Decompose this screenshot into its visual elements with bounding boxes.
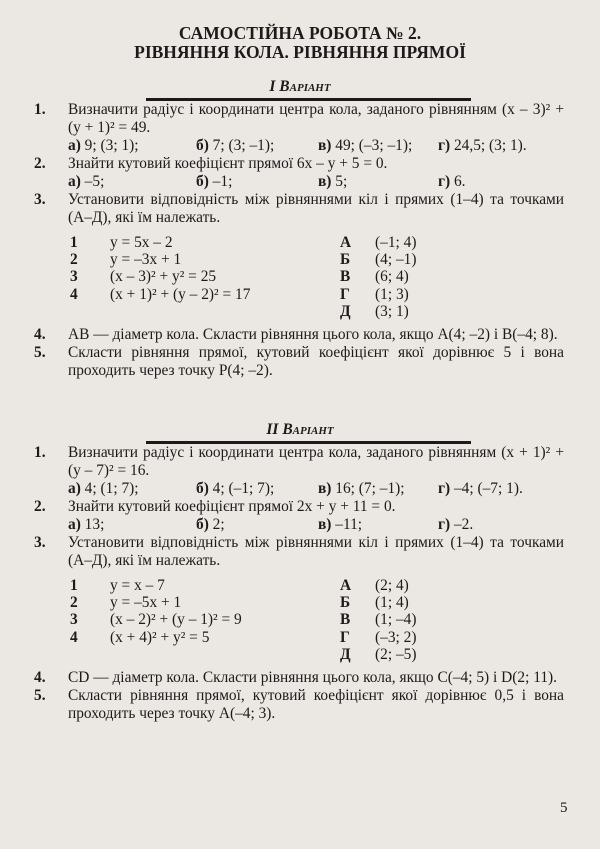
equation-row	[68, 303, 340, 320]
option-value: 13;	[80, 516, 105, 533]
option-label: г)	[438, 173, 451, 190]
equation-row	[68, 268, 340, 285]
point-row	[340, 594, 416, 611]
variant-heading: II Варіант	[266, 421, 334, 438]
matching-table	[68, 234, 564, 320]
question-number: 1.	[34, 444, 46, 461]
question-text: Скласти рівняння прямої, кутовий коефіцієнт якої дорівнює 5 і вона проходить через точку P(4; –2).	[68, 344, 564, 380]
option-value: –2.	[450, 516, 474, 533]
option-label: г)	[438, 516, 451, 533]
answer-option	[318, 173, 438, 191]
option-label: в)	[318, 137, 332, 154]
answer-option	[196, 516, 318, 534]
answer-options	[68, 480, 564, 498]
point-letter: Б	[340, 251, 351, 269]
equation-number: 2	[70, 251, 78, 269]
question-text: Знайти кутовий коефіцієнт прямої 2x + y + 11 = 0.	[68, 498, 396, 515]
answer-option	[68, 173, 196, 191]
title-line-2: РІВНЯННЯ КОЛА. РІВНЯННЯ ПРЯМОЇ	[134, 42, 466, 62]
variant-heading: I Варіант	[269, 78, 331, 95]
option-label: в)	[318, 173, 332, 190]
point-coords: (1; –4)	[375, 611, 417, 629]
answer-options	[68, 516, 564, 534]
point-coords: (4; –1)	[375, 251, 417, 269]
points-column	[340, 577, 416, 663]
point-row	[340, 629, 416, 646]
question-text: Установити відповідність між рівняннями кіл і прямих (1–4) та точками (А–Д), які їм належать.	[68, 534, 564, 569]
answer-options	[68, 173, 564, 191]
question	[0, 191, 600, 320]
option-label: а)	[68, 516, 81, 533]
point-row	[340, 251, 416, 268]
equation-row	[68, 251, 340, 268]
option-value: 24,5; (3; 1).	[450, 137, 527, 154]
answer-option	[318, 137, 438, 155]
question-number: 1.	[34, 101, 46, 118]
option-value: 2;	[208, 516, 225, 533]
question	[0, 344, 600, 380]
option-label: б)	[196, 173, 209, 190]
option-label: г)	[438, 137, 451, 154]
variant-2	[0, 421, 600, 723]
point-row	[340, 611, 416, 628]
option-value: 7; (3; –1);	[208, 137, 275, 154]
question	[0, 101, 600, 155]
question-number: 5.	[34, 344, 46, 362]
point-coords: (–1; 4)	[375, 234, 417, 251]
point-coords: (1; 3)	[375, 285, 409, 303]
option-value: 5;	[331, 173, 348, 190]
option-value: 4; (–1; 7);	[208, 480, 275, 497]
equation-number: 2	[70, 594, 78, 612]
option-value: 9; (3; 1);	[80, 137, 139, 154]
equations-column	[68, 577, 340, 663]
question-number: 5.	[34, 687, 46, 705]
answer-option	[318, 480, 438, 498]
option-label: в)	[318, 480, 332, 497]
option-label: а)	[68, 480, 81, 497]
point-row	[340, 303, 416, 320]
question-text: Визначити радіус і координати центра кола, заданого рівнянням (x – 3)² + (y + 1)² = 49.	[68, 101, 564, 136]
option-value: 6.	[450, 173, 466, 190]
answer-option	[68, 137, 196, 155]
equation-row	[68, 646, 340, 663]
equation: (x + 4)² + y² = 5	[110, 628, 210, 646]
question	[0, 669, 600, 687]
option-value: –11;	[331, 516, 363, 533]
question-number: 3.	[34, 534, 46, 551]
point-letter: Б	[340, 594, 351, 612]
answer-option	[438, 137, 527, 155]
point-coords: (2; 4)	[375, 577, 409, 594]
option-label: а)	[68, 173, 81, 190]
title-line-1: САМОСТІЙНА РОБОТА № 2.	[178, 23, 422, 43]
answer-option	[438, 173, 466, 191]
option-label: б)	[196, 137, 209, 154]
equation: y = x – 7	[110, 577, 165, 594]
equation-number: 3	[70, 611, 78, 629]
equation-row	[68, 611, 340, 628]
option-value: 16; (7; –1);	[331, 480, 405, 497]
point-letter: Д	[340, 302, 351, 320]
point-letter: Г	[340, 628, 350, 646]
question	[0, 326, 600, 344]
option-value: –1;	[208, 173, 233, 190]
question	[0, 687, 600, 723]
equation-row	[68, 234, 340, 251]
question-text: CD — діаметр кола. Скласти рівняння цього кола, якщо C(–4; 5) і D(2; 11).	[68, 669, 557, 687]
point-letter: А	[340, 234, 352, 251]
point-letter: Д	[340, 645, 351, 663]
point-coords: (–3; 2)	[375, 628, 417, 646]
option-label: б)	[196, 480, 209, 497]
equation: (x + 1)² + (y – 2)² = 17	[110, 285, 251, 303]
equation-row	[68, 594, 340, 611]
point-row	[340, 268, 416, 285]
equation-number: 4	[70, 628, 78, 646]
question-text: AB — діаметр кола. Скласти рівняння цього кола, якщо A(4; –2) і B(–4; 8).	[68, 326, 558, 344]
option-value: 49; (–3; –1);	[331, 137, 413, 154]
point-row	[340, 234, 416, 251]
answer-option	[196, 173, 318, 191]
option-label: а)	[68, 137, 81, 154]
point-coords: (3; 1)	[375, 302, 409, 320]
equation-number: 3	[70, 268, 78, 286]
point-coords: (6; 4)	[375, 268, 409, 286]
point-row	[340, 646, 416, 663]
option-value: 4; (1; 7);	[80, 480, 139, 497]
equation-row	[68, 286, 340, 303]
point-row	[340, 577, 416, 594]
option-value: –5;	[80, 173, 105, 190]
equation: (x – 2)² + (y – 1)² = 9	[110, 611, 242, 629]
question	[0, 155, 600, 191]
option-label: в)	[318, 516, 332, 533]
question-number: 3.	[34, 191, 46, 208]
question	[0, 498, 600, 534]
point-letter: В	[340, 611, 351, 629]
matching-table	[68, 577, 564, 663]
answer-option	[438, 516, 473, 534]
point-coords: (1; 4)	[375, 594, 409, 612]
point-letter: А	[340, 577, 352, 594]
equation: (x – 3)² + y² = 25	[110, 268, 217, 286]
question-text: Визначити радіус і координати центра кола, заданого рівнянням (x + 1)² + (y – 7)² = 16.	[68, 444, 564, 479]
point-coords: (2; –5)	[375, 645, 417, 663]
equation-row	[68, 629, 340, 646]
answer-options	[68, 137, 564, 155]
equation: y = –5x + 1	[110, 594, 182, 612]
question-number: 4.	[34, 669, 46, 687]
question	[0, 534, 600, 663]
question-text: Скласти рівняння прямої, кутовий коефіцієнт якої дорівнює 0,5 і вона проходить через точку A(–4; 3).	[68, 687, 564, 723]
question-number: 2.	[34, 155, 46, 172]
equation-row	[68, 577, 340, 594]
question	[0, 444, 600, 498]
question-text: Установити відповідність між рівняннями кіл і прямих (1–4) та точками (А–Д), які їм належать.	[68, 191, 564, 226]
question-number: 2.	[34, 498, 46, 515]
answer-option	[318, 516, 438, 534]
answer-option	[196, 480, 318, 498]
equation-number: 1	[70, 577, 78, 594]
option-value: –4; (–7; 1).	[450, 480, 523, 497]
point-letter: Г	[340, 285, 350, 303]
answer-option	[68, 516, 196, 534]
answer-option	[68, 480, 196, 498]
points-column	[340, 234, 416, 320]
page-number: 5	[560, 800, 568, 816]
answer-option	[438, 480, 523, 498]
equation: y = 5x – 2	[110, 234, 173, 251]
equation-number: 4	[70, 285, 78, 303]
question-text: Знайти кутовий коефіцієнт прямої 6x – y + 5 = 0.	[68, 155, 388, 172]
point-letter: В	[340, 268, 351, 286]
option-label: б)	[196, 516, 209, 533]
option-label: г)	[438, 480, 451, 497]
equations-column	[68, 234, 340, 320]
page-title	[0, 24, 600, 62]
variant-1	[0, 78, 600, 380]
question-number: 4.	[34, 326, 46, 344]
equation-number: 1	[70, 234, 78, 251]
point-row	[340, 286, 416, 303]
answer-option	[196, 137, 318, 155]
equation: y = –3x + 1	[110, 251, 182, 269]
